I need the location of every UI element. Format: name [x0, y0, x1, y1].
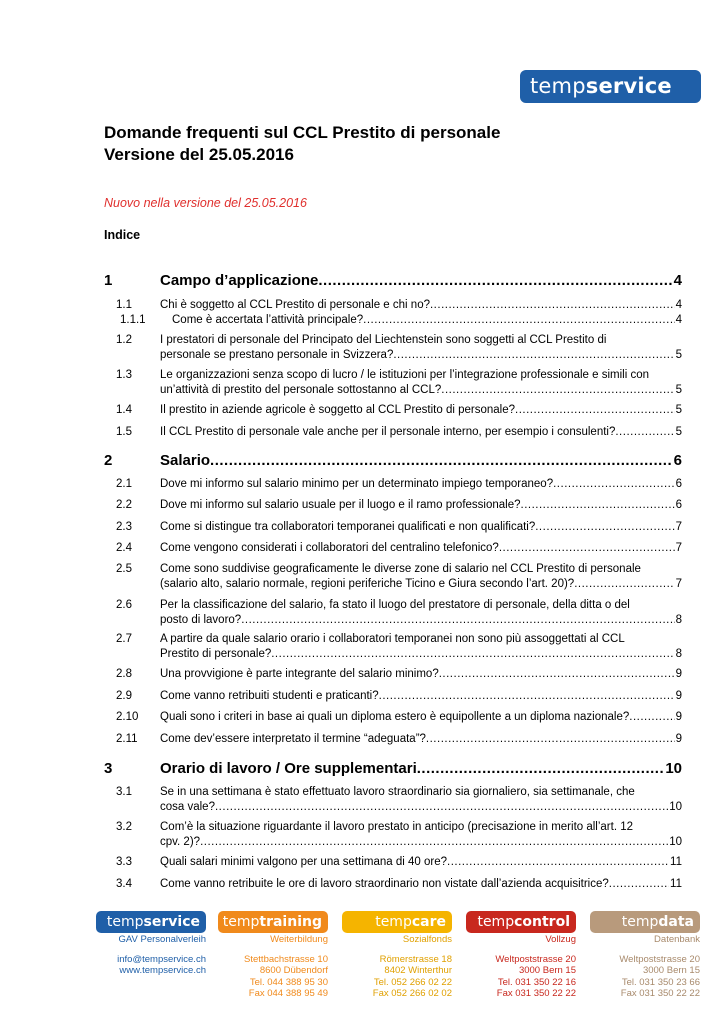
toc-number: 2.4 — [116, 542, 132, 554]
toc-title: Come vanno retribuiti studenti e praticanti? — [160, 690, 379, 702]
toc-number: 2.8 — [116, 668, 132, 680]
toc-page: 5 — [675, 384, 682, 396]
footer-fax: Fax 031 350 22 22 — [496, 988, 576, 999]
toc-number: 2.2 — [116, 499, 132, 511]
toc-title: Come dev’essere interpretato il termine “adeguata”? — [160, 733, 426, 745]
toc-title: Salario — [160, 452, 211, 469]
toc-number: 2.5 — [116, 563, 132, 575]
toc-title: Campo d’applicazione — [160, 272, 319, 289]
footer-phone: Tel. 052 266 02 22 — [373, 976, 452, 988]
toc-title: Come è accertata l’attività principale? — [172, 314, 364, 326]
toc-title: posto di lavoro? — [160, 614, 242, 626]
footer-city: 8600 Dübendorf — [259, 965, 328, 976]
tempcontrol-badge — [466, 911, 576, 933]
toc-title: cosa vale? — [160, 801, 215, 813]
toc-title: Come si distingue tra collaboratori temporanei qualificati e non qualificati? — [160, 521, 536, 533]
footer-email[interactable]: info@tempservice.ch — [117, 953, 206, 965]
footer-tempdata — [590, 911, 700, 1000]
toc-title-line1: Per la classificazione del salario, fa stato il luogo del prestatore di personale, della ditta o del — [160, 599, 630, 611]
footer-fax: Fax 052 266 02 02 — [372, 988, 452, 999]
toc-title: Come vengono considerati i collaboratori del centralino telefonico? — [160, 542, 499, 554]
toc-number: 3.3 — [116, 856, 132, 868]
footer-city: 3000 Bern 15 — [642, 965, 700, 976]
toc-page: 10 — [669, 836, 682, 848]
toc-page: 6 — [675, 478, 682, 490]
badge-light: temp — [222, 914, 260, 930]
toc-number: 1.5 — [116, 426, 132, 438]
footer-phone: Tel. 031 350 23 66 — [621, 976, 700, 988]
toc-number: 2.9 — [116, 690, 132, 702]
footer-city: 3000 Bern 15 — [518, 965, 576, 976]
footer-temptraining — [218, 911, 328, 1000]
toc-number: 2.1 — [116, 478, 132, 490]
footer-subtitle: Vollzug — [545, 934, 576, 945]
toc-page: 9 — [675, 733, 682, 745]
toc-number: 2.3 — [116, 521, 132, 533]
toc-page: 11 — [670, 878, 682, 890]
footer-phone: Tel. 031 350 22 16 — [497, 976, 576, 988]
toc-page: 9 — [675, 668, 682, 680]
toc-number: 2.6 — [116, 599, 132, 611]
toc-number: 1.3 — [116, 369, 132, 381]
badge-bold: care — [411, 914, 446, 930]
footer-subtitle: Weiterbildung — [270, 934, 328, 945]
toc-number: 3 — [104, 760, 113, 777]
toc-number: 2.10 — [116, 711, 139, 723]
toc-page: 8 — [675, 614, 682, 626]
badge-light: temp — [106, 914, 144, 930]
toc-page: 7 — [675, 521, 682, 533]
toc-page: 10 — [669, 801, 682, 813]
toc-page: 7 — [675, 578, 682, 590]
toc-title: Orario di lavoro / Ore supplementari — [160, 760, 417, 777]
toc-title: Dove mi informo sul salario usuale per il luogo e il ramo professionale? — [160, 499, 521, 511]
footer-fax: Fax 044 388 95 49 — [248, 988, 328, 999]
badge-bold: data — [658, 914, 694, 930]
toc-title: personale se prestano personale in Svizzera? — [160, 349, 394, 361]
index-heading: Indice — [104, 228, 141, 242]
toc-number: 3.2 — [116, 821, 132, 833]
toc-page: 8 — [675, 648, 682, 660]
toc-title: Dove mi informo sul salario minimo per un determinato impiego temporaneo? — [160, 478, 554, 490]
toc-title: (salario alto, salario normale, regioni periferiche Ticino e Giura secondo l’art. 20)? — [160, 578, 575, 590]
footer-subtitle: Sozialfonds — [402, 934, 452, 945]
toc-page: 10 — [665, 760, 682, 777]
toc-title: Chi è soggetto al CCL Prestito di personale e chi no? — [160, 299, 430, 311]
footer-fax: Fax 031 350 22 22 — [620, 988, 700, 999]
footer-city: 8402 Winterthur — [384, 965, 452, 976]
footer-subtitle: Datenbank — [654, 934, 700, 945]
toc-number: 1.1 — [116, 299, 132, 311]
footer-website[interactable]: www.tempservice.ch — [119, 965, 206, 976]
toc-page: 9 — [675, 711, 682, 723]
footer-phone: Tel. 044 388 95 30 — [249, 976, 328, 988]
toc-number: 1.4 — [116, 404, 132, 416]
page-title — [104, 122, 500, 166]
toc-title-line1: Com’è la situazione riguardante il lavoro prestato in anticipo (precisazione in merito all’art. 12 — [160, 821, 634, 833]
toc-title: Quali salari minimi valgono per una settimana di 40 ore? — [160, 856, 448, 868]
temptraining-badge — [218, 911, 328, 933]
toc-number: 2.7 — [116, 633, 132, 645]
toc-number: 1.2 — [116, 334, 132, 346]
toc-title: cpv. 2)? — [160, 836, 201, 848]
toc-title-line1: Se in una settimana è stato effettuato lavoro straordinario sia giornaliero, sia settimanale, che — [160, 786, 635, 798]
footer-address: Stettbachstrasse 10 — [244, 953, 328, 965]
toc-title-line1: Come sono suddivise geograficamente le diverse zone di salario nel CCL Prestito di personale — [160, 563, 641, 575]
toc-title-line1: A partire da quale salario orario i collaboratori temporanei non sono più assoggettati al CCL — [160, 633, 625, 645]
badge-bold: control — [514, 914, 570, 930]
logo-text-bold: service — [585, 74, 672, 98]
toc-number: 1 — [104, 272, 113, 289]
badge-light: temp — [375, 914, 412, 930]
footer-subtitle: GAV Personalverleih — [118, 934, 206, 945]
toc-number: 2.11 — [116, 733, 138, 745]
footer-address: Weltpoststrasse 20 — [619, 953, 700, 965]
footer-tempcontrol — [466, 911, 576, 1000]
toc-page: 5 — [675, 426, 682, 438]
logo-text-light: temp — [530, 74, 586, 98]
toc-page: 4 — [675, 299, 682, 311]
toc-page: 5 — [675, 349, 682, 361]
title-line-2: Versione del 25.05.2016 — [104, 145, 294, 164]
toc-page: 11 — [670, 856, 682, 868]
toc-title: Il prestito in aziende agricole è soggetto al CCL Prestito di personale? — [160, 404, 516, 416]
tempservice-badge — [96, 911, 206, 933]
footer-tempcare — [342, 911, 452, 1000]
toc-page: 9 — [675, 690, 682, 702]
toc-page: 4 — [675, 314, 682, 326]
toc-page: 5 — [675, 404, 682, 416]
toc-title-line1: Le organizzazioni senza scopo di lucro / le istituzioni per l’integrazione professionale e simili con — [160, 369, 650, 381]
footer-tempservice — [96, 911, 206, 977]
toc-title: un’attività di prestito del personale sottostanno al CCL? — [160, 384, 442, 396]
toc-number: 1.1.1 — [120, 314, 146, 326]
badge-light: temp — [477, 914, 515, 930]
toc-title: Quali sono i criteri in base ai quali un diploma estero è equipollente a un diploma nazionale? — [160, 711, 630, 723]
tempservice-logo — [520, 70, 701, 103]
toc-title: Una provvigione è parte integrante del salario minimo? — [160, 668, 439, 680]
toc-page: 6 — [673, 452, 682, 469]
new-version-note: Nuovo nella versione del 25.05.2016 — [104, 196, 307, 210]
tempdata-badge — [590, 911, 700, 933]
footer-address: Weltpoststrasse 20 — [495, 953, 576, 965]
badge-light: temp — [621, 914, 659, 930]
badge-bold: service — [143, 914, 200, 930]
toc-number: 3.1 — [116, 786, 132, 798]
toc-page: 7 — [675, 542, 682, 554]
toc-title: Il CCL Prestito di personale vale anche per il personale interno, per esempio i consulenti? — [160, 426, 616, 438]
tempcare-badge — [342, 911, 452, 933]
footer — [0, 911, 724, 1011]
toc-title-line1: I prestatori di personale del Principato del Liechtenstein sono soggetti al CCL Prestito di — [160, 334, 607, 346]
toc-title: Prestito di personale? — [160, 648, 272, 660]
footer-address: Römerstrasse 18 — [379, 953, 452, 965]
toc-page: 6 — [675, 499, 682, 511]
title-line-1: Domande frequenti sul CCL Prestito di personale — [104, 123, 501, 142]
toc-number: 3.4 — [116, 878, 132, 890]
toc-page: 4 — [673, 272, 682, 289]
toc-title: Come vanno retribuite le ore di lavoro straordinario non vistate dall’azienda acquisitrice? — [160, 878, 609, 890]
badge-bold: training — [259, 914, 322, 930]
toc-number: 2 — [104, 452, 113, 469]
